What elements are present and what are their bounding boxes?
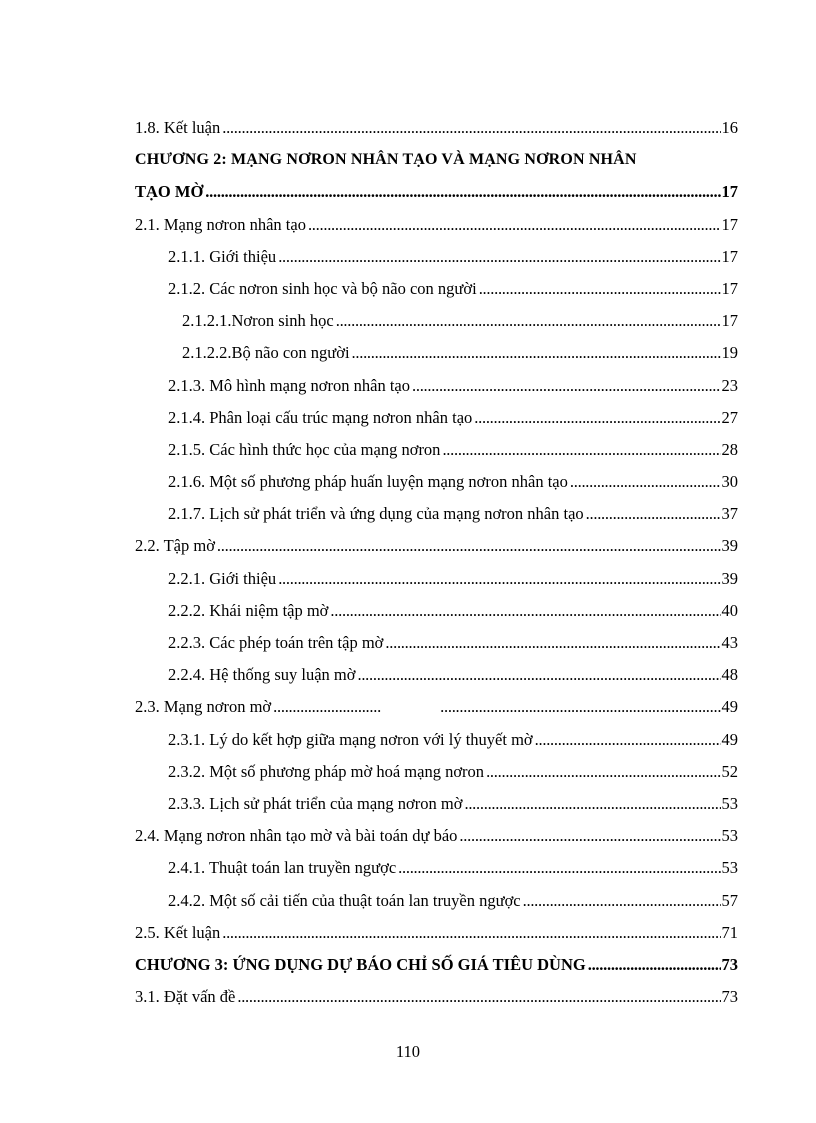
- toc-entry[interactable]: [135, 691, 738, 723]
- toc-entry[interactable]: [135, 595, 738, 627]
- toc-entry[interactable]: [135, 981, 738, 1013]
- toc-entry-page: 49: [721, 729, 738, 749]
- toc-entry-page: 48: [721, 665, 738, 685]
- toc-entry-label: 2.3.2. Một số phương pháp mờ hoá mạng nơron: [168, 761, 485, 781]
- toc-entry[interactable]: [135, 917, 738, 949]
- toc-entry-page: 71: [721, 922, 738, 942]
- dot-leader: [472, 402, 720, 434]
- toc-entry-label: 2.3. Mạng nơron mờ: [135, 697, 272, 717]
- toc-entry-label: 2.3.3. Lịch sử phát triển của mạng nơron mờ: [168, 793, 463, 813]
- toc-entry-page: 27: [721, 407, 738, 427]
- toc-entry[interactable]: [135, 241, 738, 273]
- toc-entry-page: 37: [721, 504, 738, 524]
- toc-entry[interactable]: [135, 563, 738, 595]
- toc-entry-label: 2.2.3. Các phép toán trên tập mờ: [168, 633, 384, 652]
- toc-entry-label: 2.2. Tập mờ: [135, 536, 215, 556]
- toc-entry-label: 2.1.4. Phân loại cấu trúc mạng nơron nhân tạo: [168, 407, 473, 427]
- dot-leader: [276, 563, 720, 595]
- toc-entry-label: 2.2.2. Khái niệm tập mờ: [168, 600, 329, 620]
- toc-entry-page: 73: [721, 954, 738, 974]
- toc-entry-label: 2.3.1. Lý do kết hợp giữa mạng nơron với lý thuyết mờ: [168, 729, 533, 749]
- toc-entry-page: 23: [721, 375, 738, 395]
- toc-entry[interactable]: [135, 498, 738, 530]
- toc-entry-label: CHƯƠNG 3: ỨNG DỤNG DỰ BÁO CHỈ SỐ GIÁ TIÊU DÙNG: [135, 954, 586, 974]
- dot-leader: [584, 498, 721, 530]
- toc-entry-page: 28: [721, 439, 738, 459]
- dot-leader: [215, 530, 721, 562]
- toc-entry-page: 39: [721, 536, 738, 556]
- toc-entry[interactable]: [135, 434, 738, 466]
- toc-entry[interactable]: [135, 112, 738, 144]
- dot-leader: [586, 949, 721, 981]
- dot-leader: [271, 691, 381, 723]
- toc-entry-label: 2.1.3. Mô hình mạng nơron nhân tạo: [168, 375, 410, 395]
- toc-chapter-heading[interactable]: CHƯƠNG 2: MẠNG NƠRON NHÂN TẠO VÀ MẠNG NƠRON NHÂN: [135, 151, 637, 169]
- dot-leader: [440, 434, 720, 466]
- dot-leader: [383, 627, 720, 659]
- toc-entry[interactable]: [135, 885, 738, 917]
- toc-entry-page: 19: [721, 343, 738, 363]
- toc-entry-label: 2.1.7. Lịch sử phát triển và ứng dụng của mạng nơron nhân tạo: [168, 504, 584, 524]
- toc-entry-page: 17: [721, 214, 738, 234]
- toc-entry[interactable]: [135, 788, 738, 820]
- dot-leader: [477, 273, 721, 305]
- toc-entry-page: 17: [721, 182, 738, 202]
- toc-entry[interactable]: [135, 273, 738, 305]
- dot-leader: [355, 659, 720, 691]
- toc-entry-page: 53: [721, 858, 738, 878]
- toc-entry[interactable]: [135, 659, 738, 691]
- toc-entry-label: 2.4. Mạng nơron nhân tạo mờ và bài toán dự báo: [135, 826, 458, 846]
- toc-entry-page: 17: [721, 278, 738, 298]
- toc-entry-label: 2.2.4. Hệ thống suy luận mờ: [168, 665, 356, 685]
- dot-leader: [462, 788, 720, 820]
- toc-entry-page: 73: [721, 987, 738, 1007]
- dot-leader: [521, 885, 721, 917]
- toc-entry[interactable]: [135, 337, 738, 369]
- toc-entry[interactable]: [135, 724, 738, 756]
- toc-entry-label: 2.2.1. Giới thiệu: [168, 568, 277, 588]
- toc-entry-page: 30: [721, 472, 738, 492]
- toc-entry-label: 1.8. Kết luận: [135, 118, 221, 137]
- toc-entry-label: 3.1. Đặt vấn đề: [135, 987, 236, 1007]
- toc-entry-page: 53: [721, 826, 738, 846]
- toc-entry[interactable]: [135, 209, 738, 241]
- toc-entry[interactable]: [135, 402, 738, 434]
- page-number: 110: [395, 1042, 421, 1061]
- toc-entry-label: 2.5. Kết luận: [135, 922, 221, 942]
- dot-leader: [396, 852, 720, 884]
- toc-entry-page: 52: [721, 761, 738, 781]
- dot-leader: [220, 112, 720, 144]
- toc-entry-page: 53: [721, 793, 738, 813]
- dot-leader: [457, 820, 720, 852]
- toc-entry[interactable]: [135, 756, 738, 788]
- toc-entry-label: 2.4.1. Thuật toán lan truyền ngược: [168, 858, 397, 878]
- toc-entry-page: 57: [721, 890, 738, 910]
- table-of-contents: [135, 112, 738, 1013]
- toc-entry-label: 2.4.2. Một số cải tiến của thuật toán lan truyền ngược: [168, 890, 521, 910]
- dot-leader: [533, 724, 721, 756]
- dot-leader: [328, 595, 720, 627]
- dot-leader: [220, 917, 720, 949]
- toc-entry-page: 39: [721, 568, 738, 588]
- dot-leader: [568, 466, 721, 498]
- toc-entry-label: 2.1.2.1.Nơron sinh học: [182, 311, 334, 331]
- toc-entry[interactable]: [135, 370, 738, 402]
- toc-entry-page: 49: [721, 697, 738, 717]
- toc-entry[interactable]: [135, 176, 738, 208]
- dot-leader: [203, 176, 720, 208]
- toc-entry-label: TẠO MỜ: [135, 182, 204, 202]
- toc-entry-page: 17: [721, 311, 738, 331]
- toc-entry-label: 2.1.5. Các hình thức học của mạng nơron: [168, 439, 441, 459]
- dot-leader: [334, 305, 721, 337]
- toc-entry-label: 2.1.6. Một số phương pháp huấn luyện mạng nơron nhân tạo: [168, 472, 568, 492]
- toc-entry-page: 17: [721, 246, 738, 266]
- toc-entry-page: 40: [721, 600, 738, 620]
- toc-entry[interactable]: [135, 627, 738, 659]
- dot-leader: [235, 981, 720, 1013]
- toc-entry-label: 2.1. Mạng nơron nhân tạo: [135, 214, 306, 234]
- toc-entry-page: 16: [721, 118, 738, 137]
- toc-entry[interactable]: [135, 820, 738, 852]
- toc-entry[interactable]: [135, 949, 738, 981]
- toc-entry[interactable]: [135, 852, 738, 884]
- dot-leader: [306, 209, 721, 241]
- dot-leader: [484, 756, 720, 788]
- dot-leader: [410, 370, 721, 402]
- toc-entry-label: 2.1.1. Giới thiệu: [168, 246, 277, 266]
- toc-entry-label: 2.1.2. Các nơron sinh học và bộ não con người: [168, 278, 477, 298]
- toc-entry-label: 2.1.2.2.Bộ não con người: [182, 343, 350, 363]
- toc-entry[interactable]: [135, 305, 738, 337]
- dot-leader: [276, 241, 720, 273]
- dot-leader: [438, 691, 720, 723]
- dot-leader: [350, 337, 721, 369]
- toc-entry[interactable]: [135, 466, 738, 498]
- toc-entry-page: 43: [721, 633, 738, 652]
- toc-entry[interactable]: [135, 530, 738, 562]
